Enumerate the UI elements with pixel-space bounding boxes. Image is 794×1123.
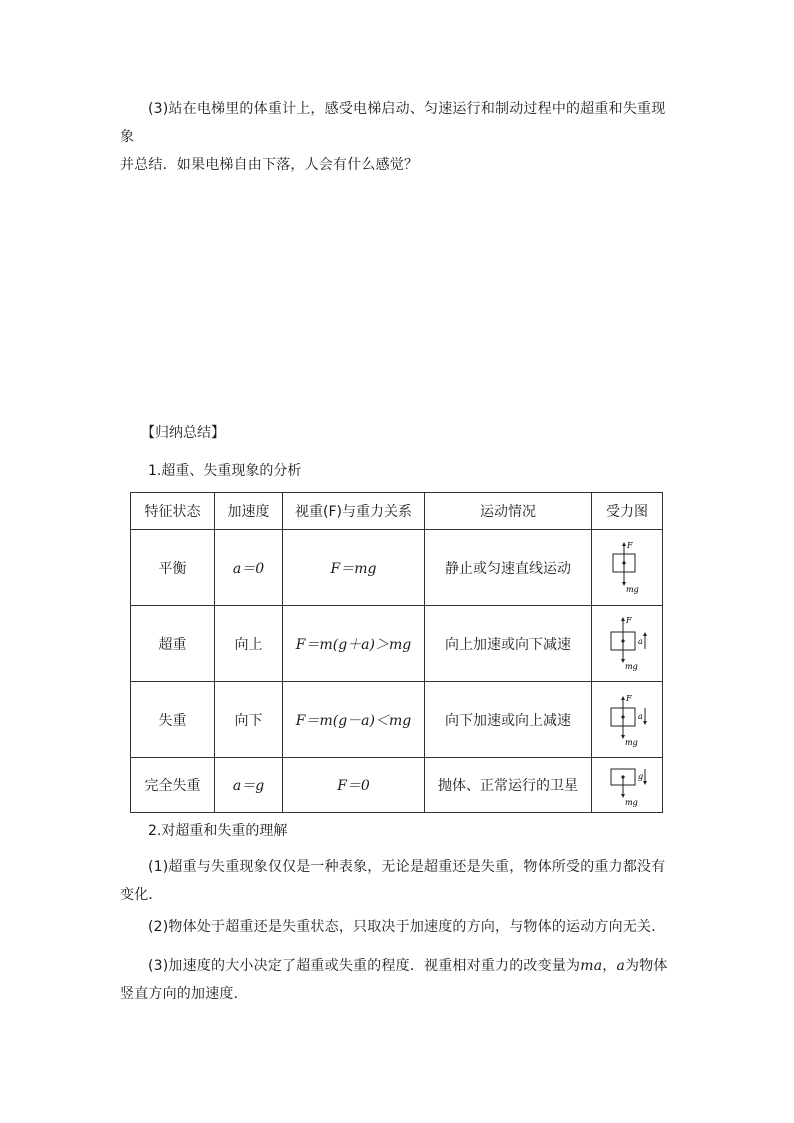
header-relation: 视重(F)与重力关系 xyxy=(283,493,425,530)
cell-diagram xyxy=(592,530,663,606)
header-state: 特征状态 xyxy=(131,493,215,530)
cell-state: 失重 xyxy=(131,682,215,758)
force-diagram-icon xyxy=(605,763,649,807)
cell-state: 平衡 xyxy=(131,530,215,606)
table-row xyxy=(131,758,663,813)
point-3-sep: ， xyxy=(602,958,617,974)
cell-state: 超重 xyxy=(131,606,215,682)
point-3-a: a xyxy=(616,958,626,974)
table-row xyxy=(131,606,663,682)
question-3-line2: 并总结．如果电梯自由下落，人会有什么感觉？ xyxy=(120,157,419,173)
point-3-text-a: (3)加速度的大小决定了超重或失重的程度．视重相对重力的改变量为 xyxy=(148,958,581,974)
table-header-row xyxy=(131,493,663,530)
header-motion: 运动情况 xyxy=(425,493,592,530)
label-force: F xyxy=(627,540,633,550)
label-weight: mg xyxy=(626,584,639,594)
label-weight: mg xyxy=(625,661,638,671)
point-2: (2)物体处于超重还是失重状态，只取决于加速度的方向，与物体的运动方向无关． xyxy=(148,919,666,935)
cell-motion: 抛体、正常运行的卫星 xyxy=(425,758,592,813)
question-3-line1: (3)站在电梯里的体重计上，感受电梯启动、匀速运行和制动过程中的超重和失重现象 xyxy=(120,101,666,145)
cell-motion: 向上加速或向下减速 xyxy=(425,606,592,682)
point-3-text-b: 为物体竖直方向的加速度． xyxy=(120,958,668,1002)
point-3-ma: ma xyxy=(580,958,603,974)
summary-title: 【归纳总结】 xyxy=(141,425,225,441)
cell-diagram xyxy=(592,606,663,682)
cell-accel: a＝g xyxy=(215,758,283,813)
cell-diagram xyxy=(592,758,663,813)
header-diagram: 受力图 xyxy=(592,493,663,530)
cell-relation: F＝mg xyxy=(283,530,425,606)
label-weight: mg xyxy=(625,798,638,807)
force-diagram-icon xyxy=(605,540,649,596)
cell-motion: 向下加速或向上减速 xyxy=(425,682,592,758)
cell-accel: a＝0 xyxy=(215,530,283,606)
label-force: F xyxy=(626,615,632,625)
force-diagram-icon xyxy=(605,692,649,748)
label-weight: mg xyxy=(625,737,638,747)
cell-state: 完全失重 xyxy=(131,758,215,813)
point-1: (1)超重与失重现象仅仅是一种表象，无论是超重还是失重，物体所受的重力都没有变化． xyxy=(120,859,666,903)
cell-relation: F＝0 xyxy=(283,758,425,813)
section1-title: 1.超重、失重现象的分析 xyxy=(148,463,302,479)
table-row xyxy=(131,682,663,758)
cell-relation: F＝m(g＋a)＞mg xyxy=(283,606,425,682)
label-accel: a xyxy=(638,711,643,721)
label-force: F xyxy=(626,693,632,703)
cell-accel: 向上 xyxy=(215,606,283,682)
analysis-table xyxy=(130,492,663,813)
section2-title: 2.对超重和失重的理解 xyxy=(148,823,288,839)
header-accel: 加速度 xyxy=(215,493,283,530)
question-3 xyxy=(120,95,676,179)
cell-accel: 向下 xyxy=(215,682,283,758)
cell-diagram xyxy=(592,682,663,758)
cell-relation: F＝m(g－a)＜mg xyxy=(283,682,425,758)
label-gravity: g xyxy=(638,772,644,781)
force-diagram-icon xyxy=(605,616,649,672)
label-accel: a xyxy=(638,636,643,646)
cell-motion: 静止或匀速直线运动 xyxy=(425,530,592,606)
point-3 xyxy=(120,952,676,1008)
table-row xyxy=(131,530,663,606)
